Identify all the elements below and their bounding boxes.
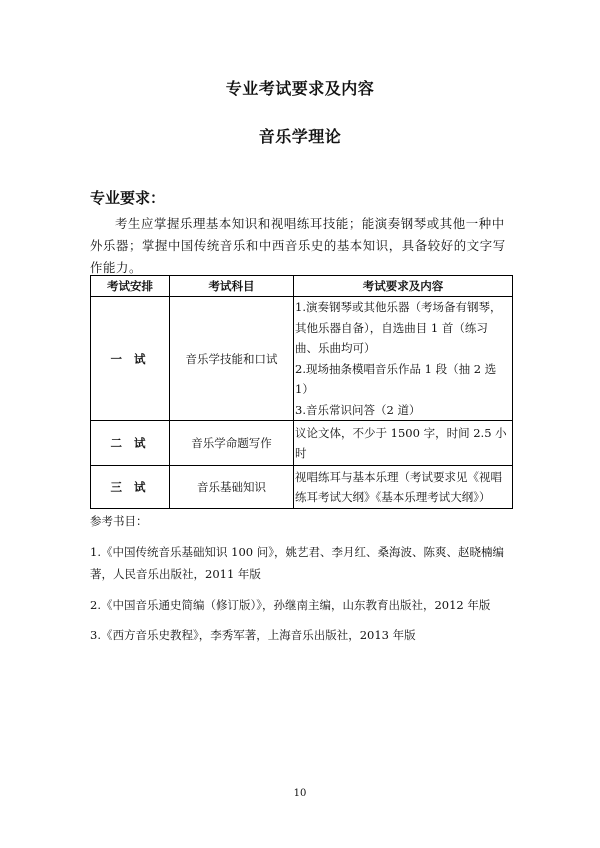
reference-item: 3.《西方音乐史教程》，李秀军著，上海音乐出版社，2013 年版: [90, 628, 416, 642]
page-title: 专业考试要求及内容: [225, 79, 375, 98]
exam-round: 一 试: [91, 297, 170, 421]
table-header-row: [91, 276, 513, 297]
content-line: 视唱练耳与基本乐理（考试要求见《视唱练耳考试大纲》《基本乐理考试大纲》）: [295, 469, 502, 504]
exam-round: 三 试: [91, 466, 170, 509]
content-line: 3.音乐常识问答（2 道）: [295, 402, 421, 417]
header-exam-subject: 考试科目: [170, 276, 294, 297]
exam-subject: 音乐基础知识: [170, 466, 294, 509]
reference-item: 2.《中国音乐通史简编（修订版）》，孙继南主编，山东教育出版社，2012 年版: [90, 597, 491, 612]
page-number: 10: [293, 788, 307, 799]
content-line: 2.现场抽条模唱音乐作品 1 段（抽 2 选 1）: [295, 361, 497, 396]
exam-table: [90, 275, 513, 509]
exam-subject: 音乐学命题写作: [170, 421, 294, 466]
references-title: 参考书目：: [90, 514, 148, 528]
content-line: 议论文体，不少于 1500 字，时间 2.5 小时: [295, 425, 507, 460]
exam-content: [294, 421, 513, 466]
references: [90, 510, 515, 655]
exam-content: [294, 466, 513, 509]
section-title: 音乐学理论: [258, 127, 342, 146]
header-exam-content: 考试要求及内容: [294, 276, 513, 297]
content-line: 1.演奏钢琴或其他乐器（考场备有钢琴，其他乐器自备），自选曲目 1 首（练习曲、乐曲均可）: [295, 300, 502, 355]
exam-round: 二 试: [91, 421, 170, 466]
reference-item: 1.《中国传统音乐基础知识 100 问》，姚艺君、李月红、桑海波、陈爽、赵晓楠编著，人民音乐出版社，2011 年版: [90, 544, 504, 581]
table-row: [91, 466, 513, 509]
requirements-heading: 专业要求：: [90, 189, 166, 207]
table-row: [91, 421, 513, 466]
table-row: [91, 297, 513, 421]
exam-subject: 音乐学技能和口试: [170, 297, 294, 421]
header-exam-arrangement: 考试安排: [91, 276, 170, 297]
exam-content: [294, 297, 513, 421]
requirements-text: 考生应掌握乐理基本知识和视唱练耳技能；能演奏钢琴或其他一种中外乐器；掌握中国传统音乐和中西音乐史的基本知识，具备较好的文字写作能力。: [90, 216, 506, 275]
